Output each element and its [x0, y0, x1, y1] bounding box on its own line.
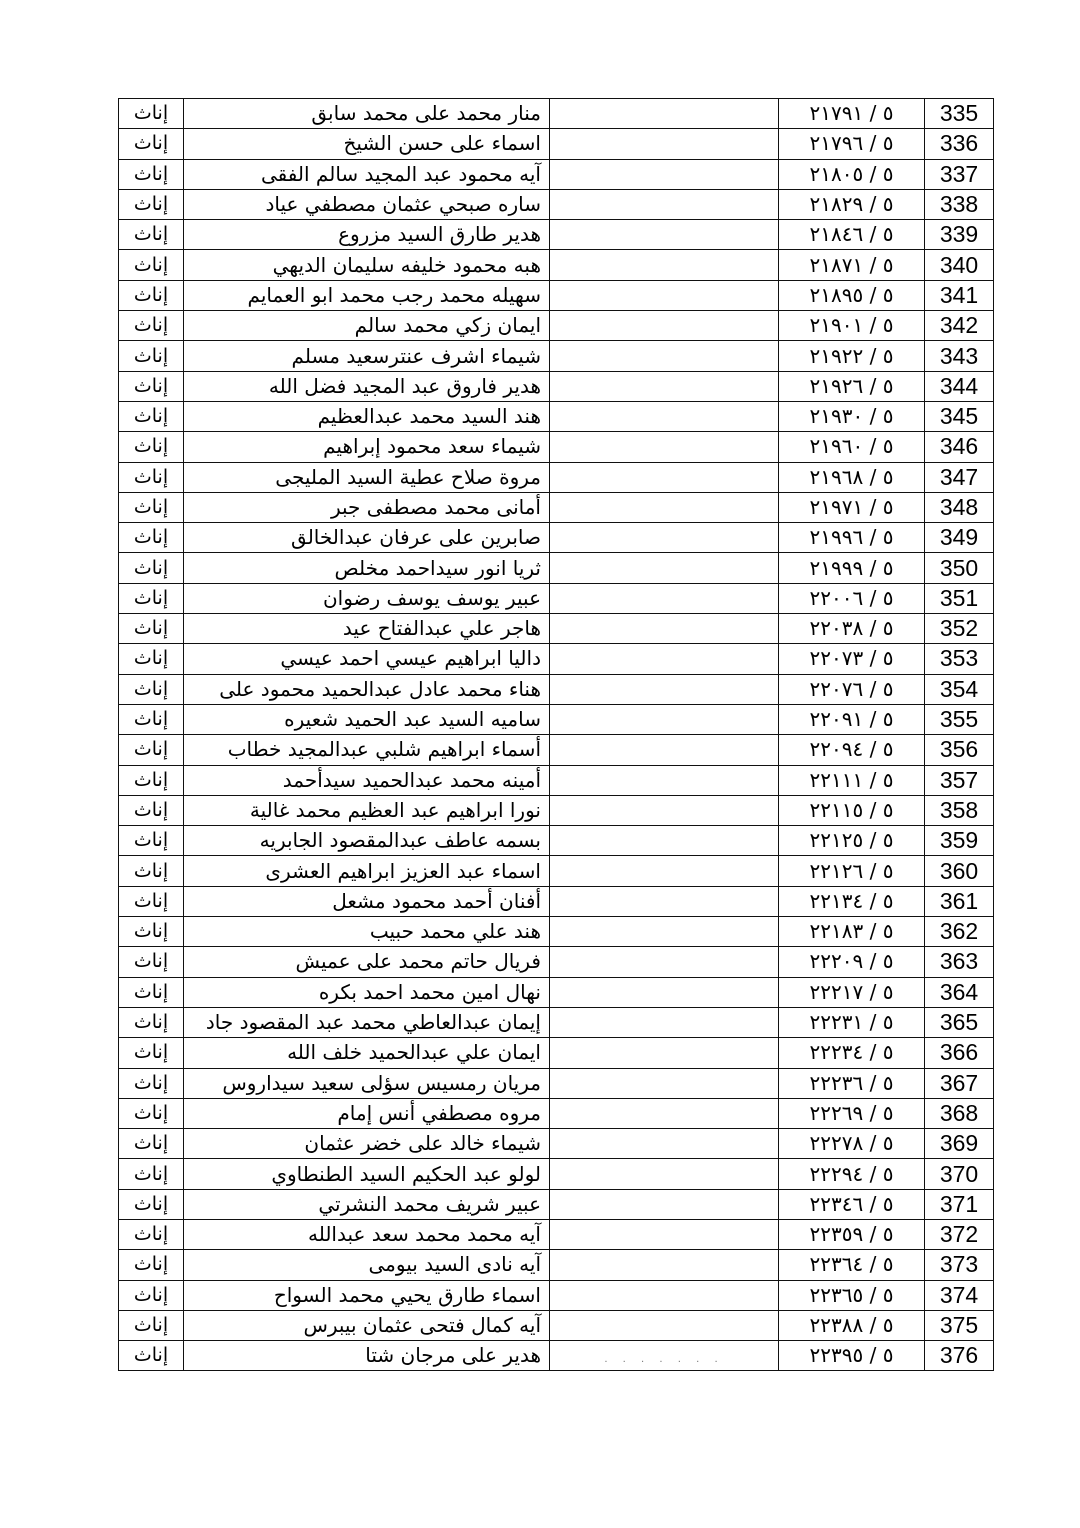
table-row	[119, 583, 994, 613]
code-cell: ٥ / ٢٢٣٦٤	[779, 1250, 925, 1280]
code-cell: ٥ / ٢٢٢٣٦	[779, 1068, 925, 1098]
table-row	[119, 1098, 994, 1128]
table-row	[119, 1068, 994, 1098]
name-cell: هند السيد محمد عبدالعظيم	[184, 401, 550, 431]
table-row	[119, 1189, 994, 1219]
gender-cell: إناث	[119, 250, 184, 280]
gender-cell: إناث	[119, 462, 184, 492]
name-cell: آيه كمال فتحى عثمان بيبرس	[184, 1310, 550, 1340]
gender-cell: إناث	[119, 704, 184, 734]
gender-cell: إناث	[119, 1250, 184, 1280]
table-row	[119, 432, 994, 462]
gender-cell: إناث	[119, 159, 184, 189]
gender-cell: إناث	[119, 1189, 184, 1219]
table-row	[119, 917, 994, 947]
blank-cell	[550, 99, 779, 129]
blank-cell	[550, 886, 779, 916]
table-row	[119, 1159, 994, 1189]
gender-cell: إناث	[119, 99, 184, 129]
code-cell: ٥ / ٢٢١٢٦	[779, 856, 925, 886]
serial-number-cell: 339	[925, 220, 994, 250]
gender-cell: إناث	[119, 1007, 184, 1037]
gender-cell: إناث	[119, 583, 184, 613]
serial-number-cell: 354	[925, 674, 994, 704]
serial-number-cell: 373	[925, 1250, 994, 1280]
name-cell: اسماء عبد العزيز ابراهيم العشرى	[184, 856, 550, 886]
roster-table-body	[119, 99, 994, 1371]
serial-number-cell: 349	[925, 523, 994, 553]
name-cell: أسماء ابراهيم شلبي عبدالمجيد خطاب	[184, 735, 550, 765]
serial-number-cell: 345	[925, 401, 994, 431]
serial-number-cell: 359	[925, 826, 994, 856]
gender-cell: إناث	[119, 553, 184, 583]
serial-number-cell: 340	[925, 250, 994, 280]
blank-cell	[550, 583, 779, 613]
name-cell: لولو عبد الحكيم السيد الطنطاوي	[184, 1159, 550, 1189]
blank-cell	[550, 401, 779, 431]
blank-cell	[550, 220, 779, 250]
gender-cell: إناث	[119, 1310, 184, 1340]
table-row	[119, 189, 994, 219]
blank-cell	[550, 614, 779, 644]
gender-cell: إناث	[119, 886, 184, 916]
code-cell: ٥ / ٢٢١٨٣	[779, 917, 925, 947]
serial-number-cell: 342	[925, 311, 994, 341]
serial-number-cell: 336	[925, 129, 994, 159]
roster-table	[118, 98, 994, 1371]
serial-number-cell: 343	[925, 341, 994, 371]
blank-cell	[550, 432, 779, 462]
gender-cell: إناث	[119, 917, 184, 947]
gender-cell: إناث	[119, 1219, 184, 1249]
code-cell: ٥ / ٢١٩٠١	[779, 311, 925, 341]
code-cell: ٥ / ٢١٨٢٩	[779, 189, 925, 219]
gender-cell: إناث	[119, 674, 184, 704]
blank-cell	[550, 523, 779, 553]
code-cell: ٥ / ٢٢٢٧٨	[779, 1129, 925, 1159]
blank-cell	[550, 553, 779, 583]
gender-cell: إناث	[119, 401, 184, 431]
name-cell: منار محمد على محمد سابق	[184, 99, 550, 129]
table-row	[119, 826, 994, 856]
name-cell: آيه محمود عبد المجيد سالم الفقى	[184, 159, 550, 189]
blank-cell	[550, 1189, 779, 1219]
table-row	[119, 735, 994, 765]
code-cell: ٥ / ٢١٩٢٦	[779, 371, 925, 401]
table-row	[119, 614, 994, 644]
name-cell: مروة صلاح عطية السيد المليجى	[184, 462, 550, 492]
code-cell: ٥ / ٢٢١١١	[779, 765, 925, 795]
code-cell: ٥ / ٢١٩٢٢	[779, 341, 925, 371]
gender-cell: إناث	[119, 1129, 184, 1159]
table-row	[119, 1341, 994, 1371]
name-cell: آيه نادى السيد بيومى	[184, 1250, 550, 1280]
blank-cell	[550, 1068, 779, 1098]
code-cell: ٥ / ٢٢٢٣١	[779, 1007, 925, 1037]
table-row	[119, 341, 994, 371]
serial-number-cell: 357	[925, 765, 994, 795]
name-cell: فريال حاتم محمد على عميش	[184, 947, 550, 977]
code-cell: ٥ / ٢١٨٩٥	[779, 280, 925, 310]
serial-number-cell: 365	[925, 1007, 994, 1037]
serial-number-cell: 374	[925, 1280, 994, 1310]
table-row	[119, 492, 994, 522]
code-cell: ٥ / ٢٢٠٩٤	[779, 735, 925, 765]
blank-cell	[550, 341, 779, 371]
gender-cell: إناث	[119, 1159, 184, 1189]
blank-cell	[550, 462, 779, 492]
table-row	[119, 1310, 994, 1340]
gender-cell: إناث	[119, 1068, 184, 1098]
serial-number-cell: 364	[925, 977, 994, 1007]
blank-cell	[550, 917, 779, 947]
gender-cell: إناث	[119, 826, 184, 856]
code-cell: ٥ / ٢٢٣٩٥	[779, 1341, 925, 1371]
name-cell: بسمه عاطف عبدالمقصود الجابريه	[184, 826, 550, 856]
serial-number-cell: 351	[925, 583, 994, 613]
table-row	[119, 1250, 994, 1280]
code-cell: ٥ / ٢٢٣٨٨	[779, 1310, 925, 1340]
serial-number-cell: 341	[925, 280, 994, 310]
table-row	[119, 1038, 994, 1068]
name-cell: ساميه السيد عبد الحميد شعيره	[184, 704, 550, 734]
name-cell: شيماء سعد محمود إبراهيم	[184, 432, 550, 462]
serial-number-cell: 371	[925, 1189, 994, 1219]
serial-number-cell: 369	[925, 1129, 994, 1159]
gender-cell: إناث	[119, 432, 184, 462]
blank-cell	[550, 189, 779, 219]
table-row	[119, 704, 994, 734]
table-row	[119, 129, 994, 159]
blank-cell	[550, 795, 779, 825]
gender-cell: إناث	[119, 311, 184, 341]
code-cell: ٥ / ٢١٩٣٠	[779, 401, 925, 431]
table-row	[119, 159, 994, 189]
blank-cell	[550, 250, 779, 280]
name-cell: اسماء على حسن الشيخ	[184, 129, 550, 159]
code-cell: ٥ / ٢٢٠٧٦	[779, 674, 925, 704]
blank-cell	[550, 674, 779, 704]
name-cell: أمانى محمد مصطفى جبر	[184, 492, 550, 522]
blank-cell	[550, 1159, 779, 1189]
table-row	[119, 856, 994, 886]
table-row	[119, 553, 994, 583]
code-cell: ٥ / ٢٢٢٠٩	[779, 947, 925, 977]
table-row	[119, 99, 994, 129]
blank-cell	[550, 765, 779, 795]
name-cell: أمينه محمد عبدالحميد سيدأحمد	[184, 765, 550, 795]
name-cell: آيه محمد محمد سعد عبدالله	[184, 1219, 550, 1249]
name-cell: ايمان علي عبدالحميد خلف الله	[184, 1038, 550, 1068]
blank-cell	[550, 280, 779, 310]
gender-cell: إناث	[119, 614, 184, 644]
serial-number-cell: 370	[925, 1159, 994, 1189]
gender-cell: إناث	[119, 644, 184, 674]
gender-cell: إناث	[119, 856, 184, 886]
gender-cell: إناث	[119, 341, 184, 371]
code-cell: ٥ / ٢٢٣٥٩	[779, 1219, 925, 1249]
name-cell: هاجر علي عبدالفتاح عيد	[184, 614, 550, 644]
name-cell: أفنان أحمد محمود مشعل	[184, 886, 550, 916]
serial-number-cell: 335	[925, 99, 994, 129]
serial-number-cell: 361	[925, 886, 994, 916]
code-cell: ٥ / ٢١٨٤٦	[779, 220, 925, 250]
code-cell: ٥ / ٢٢٠٣٨	[779, 614, 925, 644]
gender-cell: إناث	[119, 189, 184, 219]
serial-number-cell: 338	[925, 189, 994, 219]
serial-number-cell: 372	[925, 1219, 994, 1249]
code-cell: ٥ / ٢١٧٩١	[779, 99, 925, 129]
code-cell: ٥ / ٢٢٢٣٤	[779, 1038, 925, 1068]
blank-cell	[550, 1007, 779, 1037]
gender-cell: إناث	[119, 795, 184, 825]
name-cell: شيماء اشرف عنترسعيد مسلم	[184, 341, 550, 371]
code-cell: ٥ / ٢٢١٣٤	[779, 886, 925, 916]
table-row	[119, 1129, 994, 1159]
name-cell: نهال امين محمد احمد بكره	[184, 977, 550, 1007]
name-cell: هدير طارق السيد مزروع	[184, 220, 550, 250]
code-cell: ٥ / ٢٢١٢٥	[779, 826, 925, 856]
blank-cell	[550, 1129, 779, 1159]
blank-cell	[550, 1038, 779, 1068]
blank-cell	[550, 1098, 779, 1128]
serial-number-cell: 358	[925, 795, 994, 825]
name-cell: ساره صبحي عثمان مصطفي عياد	[184, 189, 550, 219]
blank-cell	[550, 129, 779, 159]
serial-number-cell: 337	[925, 159, 994, 189]
serial-number-cell: 366	[925, 1038, 994, 1068]
gender-cell: إناث	[119, 947, 184, 977]
code-cell: ٥ / ٢٢٢١٧	[779, 977, 925, 1007]
serial-number-cell: 355	[925, 704, 994, 734]
table-row	[119, 795, 994, 825]
serial-number-cell: 356	[925, 735, 994, 765]
name-cell: عبير يوسف يوسف رضوان	[184, 583, 550, 613]
table-row	[119, 462, 994, 492]
code-cell: ٥ / ٢٢٣٦٥	[779, 1280, 925, 1310]
code-cell: ٥ / ٢٢١١٥	[779, 795, 925, 825]
table-row	[119, 644, 994, 674]
blank-cell	[550, 704, 779, 734]
code-cell: ٥ / ٢٢٠٧٣	[779, 644, 925, 674]
blank-cell	[550, 371, 779, 401]
table-row	[119, 1007, 994, 1037]
name-cell: عبير شريف محمد النشرتي	[184, 1189, 550, 1219]
serial-number-cell: 375	[925, 1310, 994, 1340]
table-row	[119, 765, 994, 795]
table-row	[119, 371, 994, 401]
blank-cell	[550, 1219, 779, 1249]
name-cell: هدير على مرجان شتا	[184, 1341, 550, 1371]
serial-number-cell: 362	[925, 917, 994, 947]
serial-number-cell: 360	[925, 856, 994, 886]
code-cell: ٥ / ٢١٨٠٥	[779, 159, 925, 189]
code-cell: ٥ / ٢٢٣٤٦	[779, 1189, 925, 1219]
table-row	[119, 523, 994, 553]
serial-number-cell: 353	[925, 644, 994, 674]
name-cell: نورا ابراهيم عبد العظيم محمد غالية	[184, 795, 550, 825]
table-row	[119, 674, 994, 704]
blank-cell	[550, 947, 779, 977]
serial-number-cell: 368	[925, 1098, 994, 1128]
code-cell: ٥ / ٢١٩٦٨	[779, 462, 925, 492]
serial-number-cell: 348	[925, 492, 994, 522]
code-cell: ٥ / ٢١٨٧١	[779, 250, 925, 280]
gender-cell: إناث	[119, 129, 184, 159]
name-cell: هناء محمد عادل عبدالحميد محمود على	[184, 674, 550, 704]
table-row	[119, 947, 994, 977]
name-cell: داليا ابراهيم عيسي احمد عيسي	[184, 644, 550, 674]
table-row	[119, 886, 994, 916]
blank-cell	[550, 1280, 779, 1310]
gender-cell: إناث	[119, 220, 184, 250]
blank-cell	[550, 159, 779, 189]
name-cell: صابرين على عرفان عبدالخالق	[184, 523, 550, 553]
blank-cell	[550, 492, 779, 522]
gender-cell: إناث	[119, 1038, 184, 1068]
blank-cell	[550, 977, 779, 1007]
name-cell: ايمان زكي محمد سالم	[184, 311, 550, 341]
name-cell: إيمان عبدالعاطي محمد عبد المقصود جاد	[184, 1007, 550, 1037]
code-cell: ٥ / ٢١٩٧١	[779, 492, 925, 522]
blank-cell	[550, 1341, 779, 1371]
serial-number-cell: 344	[925, 371, 994, 401]
table-row	[119, 1280, 994, 1310]
serial-number-cell: 352	[925, 614, 994, 644]
blank-cell	[550, 856, 779, 886]
gender-cell: إناث	[119, 977, 184, 1007]
code-cell: ٥ / ٢١٧٩٦	[779, 129, 925, 159]
table-row	[119, 977, 994, 1007]
code-cell: ٥ / ٢٢٠٩١	[779, 704, 925, 734]
name-cell: هند علي محمد حبيب	[184, 917, 550, 947]
table-row	[119, 1219, 994, 1249]
code-cell: ٥ / ٢٢٠٠٦	[779, 583, 925, 613]
table-row	[119, 311, 994, 341]
serial-number-cell: 367	[925, 1068, 994, 1098]
name-cell: مريان رمسيس سؤلى سعيد سيداروس	[184, 1068, 550, 1098]
name-cell: سهيله محمد رجب محمد ابو العمايم	[184, 280, 550, 310]
table-row	[119, 280, 994, 310]
blank-cell	[550, 1310, 779, 1340]
serial-number-cell: 363	[925, 947, 994, 977]
gender-cell: إناث	[119, 765, 184, 795]
blank-cell	[550, 735, 779, 765]
gender-cell: إناث	[119, 280, 184, 310]
scan-dots-mark: · · · · · · ·	[604, 1356, 724, 1368]
gender-cell: إناث	[119, 1341, 184, 1371]
gender-cell: إناث	[119, 492, 184, 522]
table-row	[119, 250, 994, 280]
serial-number-cell: 376	[925, 1341, 994, 1371]
blank-cell	[550, 644, 779, 674]
blank-cell	[550, 826, 779, 856]
name-cell: اسماء طارق يحيي محمد السواح	[184, 1280, 550, 1310]
gender-cell: إناث	[119, 735, 184, 765]
gender-cell: إناث	[119, 523, 184, 553]
code-cell: ٥ / ٢٢٢٩٤	[779, 1159, 925, 1189]
blank-cell	[550, 1250, 779, 1280]
table-row	[119, 220, 994, 250]
serial-number-cell: 346	[925, 432, 994, 462]
gender-cell: إناث	[119, 1280, 184, 1310]
code-cell: ٥ / ٢١٩٦٠	[779, 432, 925, 462]
blank-cell	[550, 311, 779, 341]
name-cell: هبه محمود خليفه سليمان الديهي	[184, 250, 550, 280]
serial-number-cell: 350	[925, 553, 994, 583]
serial-number-cell: 347	[925, 462, 994, 492]
name-cell: ثريا انور سيداحمد مخلص	[184, 553, 550, 583]
code-cell: ٥ / ٢٢٢٦٩	[779, 1098, 925, 1128]
code-cell: ٥ / ٢١٩٩٦	[779, 523, 925, 553]
code-cell: ٥ / ٢١٩٩٩	[779, 553, 925, 583]
gender-cell: إناث	[119, 371, 184, 401]
gender-cell: إناث	[119, 1098, 184, 1128]
name-cell: هدير فاروق عبد المجيد فضل الله	[184, 371, 550, 401]
name-cell: شيماء خالد على خضر عثمان	[184, 1129, 550, 1159]
table-row	[119, 401, 994, 431]
name-cell: مروه مصطفي أنس إمام	[184, 1098, 550, 1128]
